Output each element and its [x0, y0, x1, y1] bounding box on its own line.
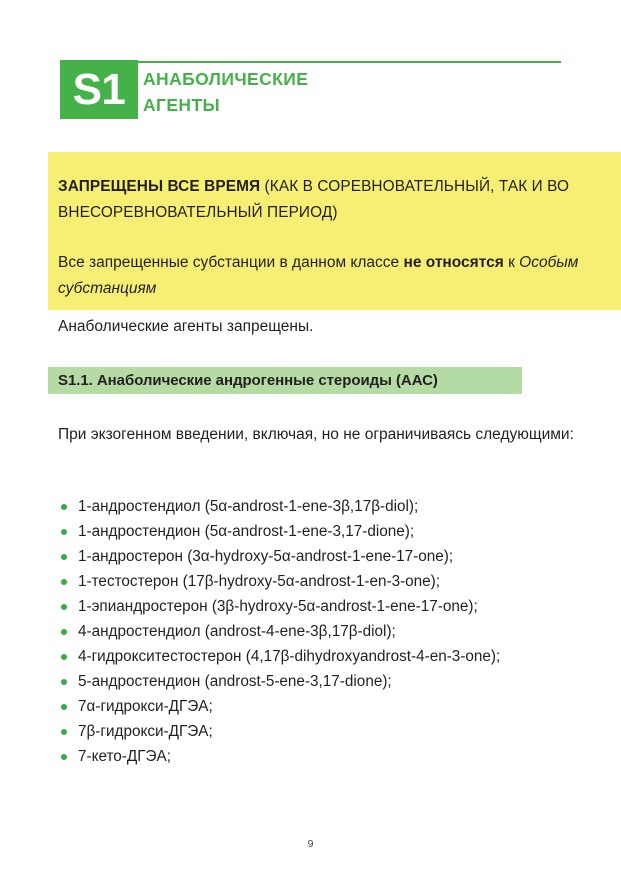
section-header	[0, 52, 621, 130]
list-item	[58, 544, 568, 569]
substance-list	[58, 494, 568, 769]
note-text-part-2: к	[503, 254, 520, 271]
bullet-dot-icon	[61, 654, 67, 660]
section-code-badge: S1	[60, 60, 138, 119]
specified-substances-note	[58, 250, 591, 302]
page-title	[143, 66, 523, 118]
bullet-dot-icon	[61, 629, 67, 635]
bullet-dot-icon	[61, 504, 67, 510]
substance-name: 1-андростерон (3α-hydroxy-5α-androst-1-ene-17-one);	[78, 548, 454, 565]
note-emphasis: не относятся	[403, 254, 504, 271]
page-title-line-2: АГЕНТЫ	[143, 95, 221, 115]
intro-statement: Анаболические агенты запрещены.	[58, 318, 314, 335]
substance-name: 5-андростендион (androst-5-ene-3,17-dione);	[78, 673, 392, 690]
substance-name: 4-андростендиол (androst-4-ene-3β,17β-diol);	[78, 623, 396, 640]
bullet-dot-icon	[61, 704, 67, 710]
substance-name: 1-андростендион (5α-androst-1-ene-3,17-dione);	[78, 523, 415, 540]
list-item	[58, 669, 568, 694]
substance-name: 4-гидрокситестостерон (4,17β-dihydroxyandrost-4-en-3-one);	[78, 648, 501, 665]
list-item	[58, 619, 568, 644]
substance-name: 1-тестостерон (17β-hydroxy-5α-androst-1-en-3-one);	[78, 573, 441, 590]
note-text-part-1: Все запрещенные субстанции в данном классе	[58, 254, 404, 271]
substance-name: 7α-гидрокси-ДГЭА;	[78, 698, 213, 715]
list-item	[58, 494, 568, 519]
substance-name: 7β-гидрокси-ДГЭА;	[78, 723, 213, 740]
bullet-dot-icon	[61, 604, 67, 610]
bullet-dot-icon	[61, 729, 67, 735]
lead-in-paragraph: При экзогенном введении, включая, но не ограничиваясь следующими:	[58, 426, 574, 443]
list-item	[58, 644, 568, 669]
bullet-dot-icon	[61, 529, 67, 535]
list-item	[58, 569, 568, 594]
page-number: 9	[307, 838, 314, 850]
list-item	[58, 594, 568, 619]
bullet-dot-icon	[61, 554, 67, 560]
bullet-dot-icon	[61, 679, 67, 685]
prohibition-period-label: (КАК В СОРЕВНОВАТЕЛЬНЫЙ, ТАК И ВО ВНЕСОРЕВНОВАТЕЛЬНЫЙ ПЕРИОД)	[58, 178, 570, 221]
substance-name: 7-кето-ДГЭА;	[78, 748, 171, 765]
substance-name: 1-андростендиол (5α-androst-1-ene-3β,17β-diol);	[78, 498, 419, 515]
subsection-title: S1.1. Анаболические андрогенные стероиды (ААС)	[58, 372, 438, 389]
list-item	[58, 744, 568, 769]
list-item	[58, 719, 568, 744]
list-item	[58, 519, 568, 544]
note-italic-term: Особым субстанциям	[58, 254, 579, 297]
substance-name: 1-эпиандростерон (3β-hydroxy-5α-androst-1-ene-17-one);	[78, 598, 478, 615]
bullet-dot-icon	[61, 754, 67, 760]
subsection-header-bar	[48, 367, 522, 394]
prohibition-status-label: ЗАПРЕЩЕНЫ ВСЕ ВРЕМЯ	[58, 178, 261, 195]
page-title-line-1: АНАБОЛИЧЕСКИЕ	[143, 69, 309, 89]
prohibition-notice-heading	[58, 174, 591, 226]
bullet-dot-icon	[61, 579, 67, 585]
list-item	[58, 694, 568, 719]
prohibition-notice-box	[48, 152, 621, 310]
